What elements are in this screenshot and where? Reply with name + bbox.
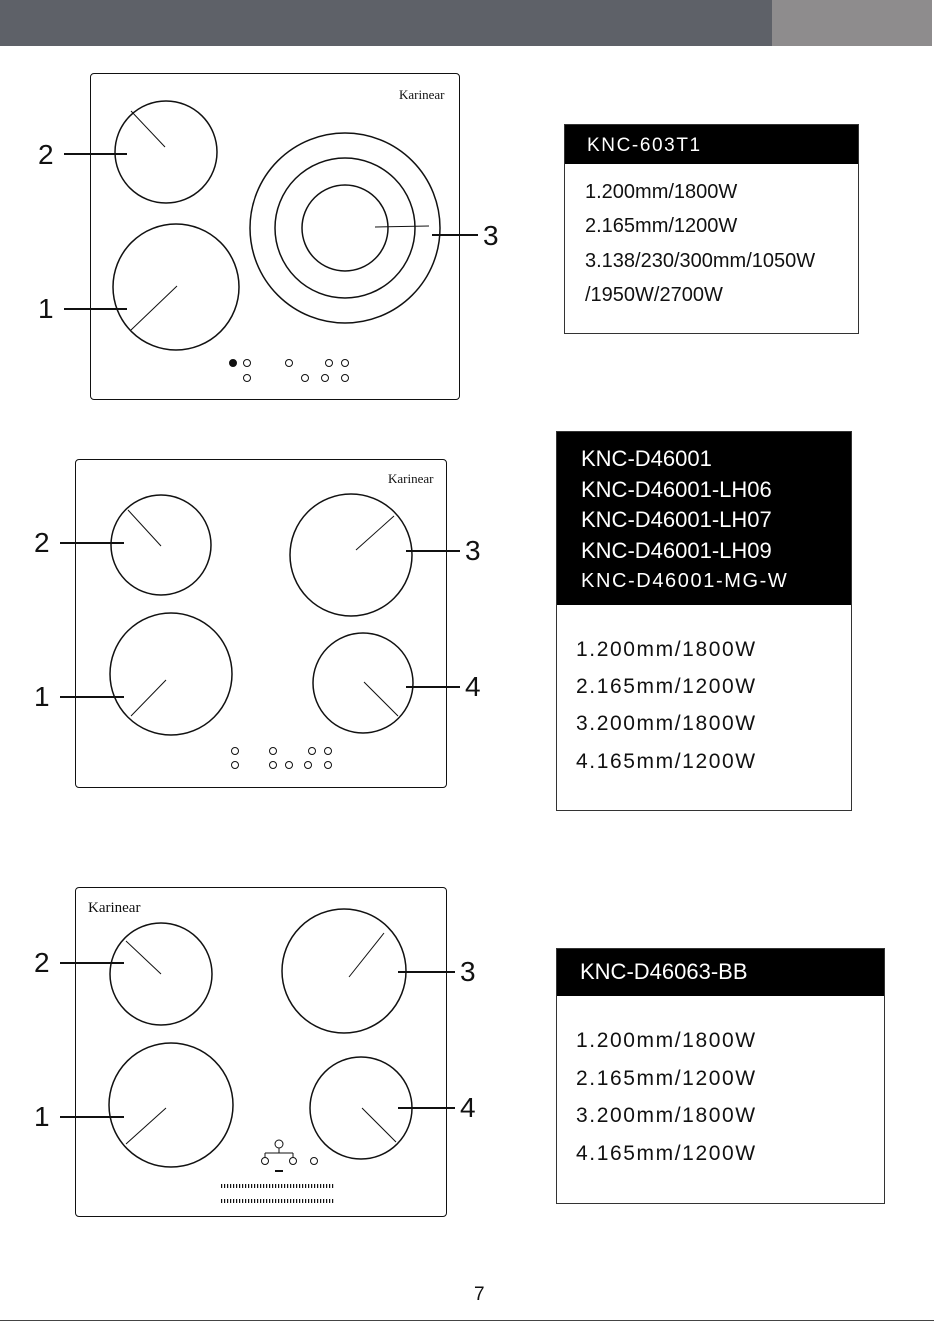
- model-name: KNC-D46063-BB: [580, 959, 748, 984]
- model-name: KNC-D46001-MG-W: [581, 570, 789, 592]
- hob-1-drawing: [91, 74, 461, 401]
- callout-line: [60, 696, 124, 698]
- callout-zone-3: 3: [465, 535, 481, 566]
- callout-line: [60, 1116, 124, 1118]
- page-number: 7: [474, 1284, 485, 1305]
- touch-controls-2: [232, 748, 332, 769]
- spec-item: 4.165mm/1200W: [576, 1142, 757, 1165]
- zone-2: [111, 495, 211, 595]
- spec-box-1: [564, 124, 859, 334]
- spec-item: /1950W/2700W: [585, 284, 723, 306]
- spec-item: 3.200mm/1800W: [576, 712, 757, 735]
- model-name: KNC-D46001-LH07: [581, 507, 772, 532]
- callout-zone-1: 1: [38, 293, 54, 324]
- spec-item: 3.200mm/1800W: [576, 1104, 757, 1127]
- model-name: KNC-603T1: [587, 135, 702, 156]
- callout-zone-4: 4: [465, 671, 481, 702]
- brand-logo: Karinear: [88, 900, 141, 916]
- callout-line: [60, 542, 124, 544]
- spec-box-2: [556, 431, 852, 811]
- hob-2-drawing: [76, 460, 448, 789]
- zone-3: [282, 909, 406, 1033]
- spec-item: 2.165mm/1200W: [576, 1067, 757, 1090]
- callout-zone-1: 1: [34, 1101, 50, 1132]
- callout-line: [64, 308, 127, 310]
- callout-line: [398, 971, 455, 973]
- model-name: KNC-D46001-LH09: [581, 537, 772, 563]
- callout-line: [406, 686, 460, 688]
- callout-zone-1: 1: [34, 681, 50, 712]
- callout-zone-2: 2: [38, 139, 54, 170]
- spec-item: 2.165mm/1200W: [576, 675, 757, 698]
- model-header: [557, 949, 884, 996]
- brand-logo: Karinear: [399, 87, 445, 102]
- callout-line: [432, 234, 478, 236]
- callout-line: [60, 962, 124, 964]
- hob-diagram-1: [90, 73, 460, 400]
- zone-4: [310, 1057, 412, 1159]
- spec-item: 3.138/230/300mm/1050W: [585, 250, 816, 272]
- callout-zone-3: 3: [483, 220, 499, 251]
- callout-line: [398, 1107, 455, 1109]
- zone-2: [115, 101, 217, 203]
- spec-item: 2.165mm/1200W: [585, 215, 738, 237]
- callout-line: [64, 153, 127, 155]
- zone-3-middle: [275, 158, 415, 298]
- hob-diagram-2: [75, 459, 447, 788]
- model-header: [557, 432, 851, 605]
- spec-item: 1.200mm/1800W: [576, 638, 757, 661]
- zone-3-inner: [302, 185, 388, 271]
- header-tab: [772, 0, 932, 46]
- callout-zone-3: 3: [460, 956, 476, 987]
- hob-3-drawing: [76, 888, 448, 1218]
- callout-line: [406, 550, 460, 552]
- model-name: KNC-D46001-LH06: [581, 476, 772, 502]
- model-header: [565, 125, 858, 164]
- model-name: KNC-D46001: [581, 446, 712, 471]
- callout-zone-2: 2: [34, 947, 50, 978]
- touch-controls-1: [230, 360, 349, 382]
- callout-zone-2: 2: [34, 527, 50, 558]
- brand-logo: Karinear: [388, 471, 434, 486]
- spec-box-3: [556, 948, 885, 1204]
- spec-item: 1.200mm/1800W: [585, 181, 738, 203]
- touch-controls-3: [262, 1140, 318, 1171]
- callout-zone-4: 4: [460, 1092, 476, 1123]
- zone-3-outer: [250, 133, 440, 323]
- slider-controls: [221, 1186, 334, 1201]
- hob-diagram-3: [75, 887, 447, 1217]
- zone-1: [109, 1043, 233, 1167]
- zone-4: [313, 633, 413, 733]
- spec-item: 1.200mm/1800W: [576, 1029, 757, 1052]
- zone-3: [290, 494, 412, 616]
- bottom-rule: [0, 1320, 934, 1321]
- header-bar: [0, 0, 772, 46]
- zone-1: [110, 613, 232, 735]
- spec-item: 4.165mm/1200W: [576, 750, 757, 773]
